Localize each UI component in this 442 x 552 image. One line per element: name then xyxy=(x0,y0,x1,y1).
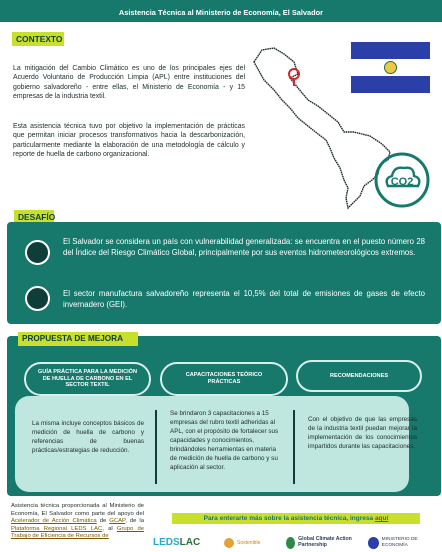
contexto-paragraph-2: Esta asistencia técnica tuvo por objetivo la implementación de prácticas que permitan iniciar procesos transformativos hacia la descarbonización, particularmente mediante la elaboración de una metodología de cálculo y reporte de huella de carbono organizacional. xyxy=(13,123,245,159)
desafio-panel xyxy=(7,222,441,324)
desafio-label: DESAFÍO xyxy=(14,210,54,224)
pill-recomendaciones: RECOMENDACIONES xyxy=(296,360,422,392)
propuesta-label: PROPUESTA DE MEJORA xyxy=(18,332,138,346)
link-acelerador[interactable]: Acelerador de Acción Climática xyxy=(11,518,97,525)
globe-icon xyxy=(25,240,50,265)
pill-guia-practica: GUÍA PRÁCTICA PARA LA MEDICIÓN DE HUELLA DE CARBONO EN EL SECTOR TEXTIL xyxy=(24,362,151,396)
leds-lac-logo: LEDS LAC xyxy=(153,537,201,548)
header-banner xyxy=(0,0,442,22)
contexto-paragraph-1: La mitigación del Cambio Climático es uno de los principales ejes del Acuerdo Voluntario de Producción Limpia (APL) entre instituciones del gobierno salvadoreño - entre ellas, el Ministerio de Economía - y 15 empresas de la industria textil. xyxy=(13,65,245,101)
contexto-label: CONTEXTO xyxy=(12,32,64,46)
divider xyxy=(293,410,295,484)
cta-bar xyxy=(172,513,420,524)
gcap-logo: Global Climate Action Partnership xyxy=(286,533,362,552)
el-salvador-flag xyxy=(351,42,430,93)
desafio-item-text: El sector manufactura salvadoreño representa el 10,5% del total de emisiones de gases de efecto invernadero (GEI). xyxy=(63,289,425,310)
seal-icon xyxy=(368,537,379,549)
propuesta-text-guia: La misma incluye conceptos básicos de medición de huella de carbono y referencias de buenas prácticas/estrategias de reducción. xyxy=(32,420,144,454)
footer-credit xyxy=(11,503,144,541)
divider xyxy=(155,410,157,484)
sostenible-logo: Sostenible xyxy=(224,533,276,552)
factory-icon xyxy=(25,286,50,311)
cta-text: Para enterarte más sobre la asistencia técnica, ingresa xyxy=(203,515,375,522)
co2-label: CO2 xyxy=(390,176,414,188)
sun-icon xyxy=(224,538,234,548)
footer-text: Asistencia técnica proporcionada al Ministerio de Economía, El Salvador como parte del apoyo del xyxy=(11,503,144,517)
header-subtitle: Asistencia Técnica al Ministerio de Economía, El Salvador xyxy=(118,8,324,17)
globe-icon xyxy=(286,537,295,549)
footer-text: de xyxy=(96,518,110,525)
propuesta-text-capacitaciones: Se brindaron 3 capacitaciones a 15 empresas del rubro textil adheridas al APL, con el propósito de fortalecer sus capacidades y conocimientos, brindándoles herramientas en materia de medición de huella de carbono y su aplicación al sector. xyxy=(170,410,279,471)
pill-capacitaciones: CAPACITACIONES TEÓRICO PRÁCTICAS xyxy=(160,362,288,396)
footer-text: , de la xyxy=(125,518,145,525)
link-leds-lac[interactable]: Plataforma Regional LEDS LAC xyxy=(11,525,103,532)
co2-cloud-icon xyxy=(374,152,430,208)
footer-text: , al xyxy=(102,525,117,532)
desafio-item-text: El Salvador se considera un país con vulnerabilidad generalizada: se encuentra en el puesto número 28 del Índice del Riesgo Climático Global, principalmente por sus eventos hidrometeorológicos extremos. xyxy=(63,237,425,258)
cta-link-aqui[interactable]: aquí xyxy=(374,515,389,522)
propuesta-text-recomendaciones: Con el objetivo de que las empresas de la industria textil puedan mejorar la implementación de los conocimientos impartidos durante las capacitaciones. xyxy=(308,416,417,450)
link-gcap[interactable]: GCAP xyxy=(109,518,126,525)
flag-seal-icon xyxy=(384,61,397,74)
link-grupo-trabajo[interactable]: Grupo de Trabajo de Eficiencia de Recursos de xyxy=(11,525,144,540)
ministerio-logo: MINISTERIO DE ECONOMÍA xyxy=(368,533,438,552)
